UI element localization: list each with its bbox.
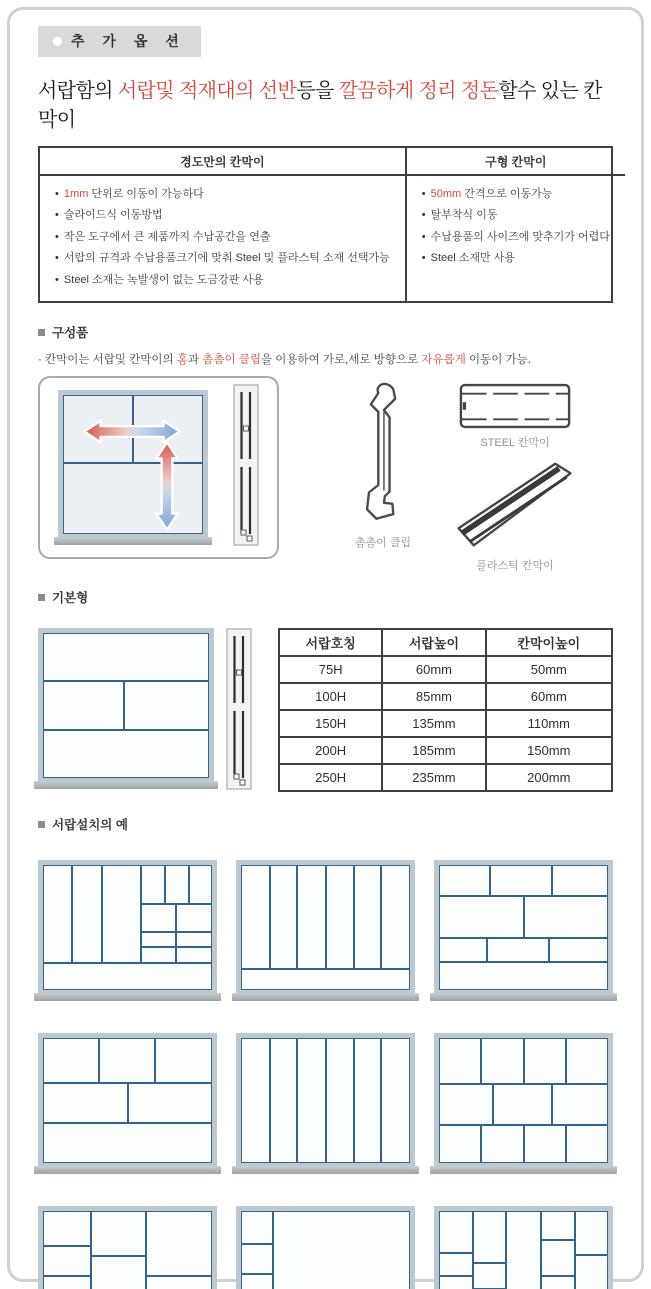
drawer-cell — [494, 1085, 551, 1124]
drawer-cell — [271, 866, 296, 968]
drawer-split — [142, 905, 211, 932]
clip-illustration-icon — [339, 380, 427, 530]
drawer-cell — [44, 682, 123, 729]
badge-label: 추 가 옵 션 — [71, 33, 186, 49]
plastic-edge — [462, 469, 559, 533]
basic-type-row — [38, 628, 613, 795]
size-table-cell: 60mm — [382, 656, 485, 683]
text-segment: 할수 있는 칸막이 — [38, 80, 602, 131]
drawer-split — [142, 866, 211, 962]
drawer-basic-diagram — [38, 628, 214, 789]
drawer-cell — [440, 1212, 472, 1252]
drawer-split — [44, 1039, 211, 1162]
drawer-cell — [440, 939, 486, 961]
size-table-cell: 185mm — [382, 737, 485, 764]
drawer-cell — [525, 897, 608, 937]
text-segment: Steel 소재는 녹발생이 없는 도금강판 사용 — [63, 273, 264, 286]
drawer-frame — [38, 1206, 217, 1289]
clip-figure — [339, 376, 427, 568]
drawer-cell — [64, 464, 202, 533]
drawer-cell — [525, 1126, 565, 1162]
drawer-cell — [142, 905, 176, 932]
section-heading-label: 구성품 — [52, 326, 89, 341]
drawer-cell — [482, 1039, 522, 1083]
drawer-cell — [382, 866, 409, 968]
drawer-split — [92, 1212, 146, 1289]
drawer-split — [440, 1039, 607, 1083]
drawer-cell — [355, 1039, 380, 1162]
drawer-example-diagram — [434, 1033, 613, 1174]
bullet-icon: • — [55, 273, 62, 286]
drawer-split — [440, 866, 607, 989]
drawer-cell — [242, 1245, 272, 1273]
bullet-dot-icon — [53, 37, 62, 46]
drawer-split — [440, 897, 607, 937]
drawer-cell — [125, 682, 208, 729]
drawer-split — [44, 1212, 211, 1289]
drawer-base — [430, 1166, 617, 1174]
strip-clip-square — [244, 426, 249, 431]
drawer-split — [44, 1084, 211, 1122]
comparison-column-old — [407, 148, 625, 301]
drawer-cell — [242, 970, 409, 989]
drawer-frame — [236, 1206, 415, 1289]
steel-divider-icon — [459, 382, 571, 430]
drawer-frame — [38, 628, 214, 781]
bullet-icon: • — [55, 252, 62, 265]
drawer-split — [142, 948, 211, 962]
section-heading-label: 서랍설치의 예 — [52, 818, 128, 833]
divider-figures-column — [451, 376, 579, 573]
drawer-split — [440, 1039, 607, 1162]
drawer-cell — [553, 1085, 607, 1124]
feature-item — [55, 184, 390, 205]
text-segment: 홈 — [176, 354, 188, 367]
drawer-cell — [156, 1039, 211, 1082]
feature-list — [40, 176, 405, 301]
text-segment: 서랍의 규격과 수납용품크기에 맞춰 Steel 및 플라스틱 소재 선택가능 — [63, 252, 390, 265]
size-table-cell: 250H — [279, 764, 382, 791]
drawer-cell — [142, 948, 176, 962]
text-segment: 단위로 이동이 가능하다 — [88, 188, 204, 200]
drawer-cell — [482, 1126, 522, 1162]
text-segment: 1mm — [63, 188, 89, 200]
drawer-cell — [73, 866, 100, 962]
steel-label: STEEL 칸막이 — [480, 437, 550, 450]
bullet-icon: • — [55, 188, 62, 200]
drawer-cell — [44, 866, 71, 962]
drawer-frame — [434, 860, 613, 993]
size-table-header: 서랍높이 — [382, 629, 485, 656]
movement-arrow-vertical-icon — [153, 440, 181, 532]
drawer-cell — [44, 1247, 90, 1275]
drawer-movement-diagram — [58, 390, 208, 545]
drawer-cell — [242, 1039, 269, 1162]
strip-body — [227, 629, 251, 789]
comparison-column-new — [40, 148, 407, 301]
text-segment: 서랍및 적재대의 선반 — [117, 80, 297, 102]
size-table-header-row — [279, 629, 612, 656]
drawer-cell — [440, 1085, 492, 1124]
drawer-split — [440, 1126, 607, 1162]
drawer-cell — [298, 1039, 325, 1162]
drawer-example-diagram — [236, 860, 415, 1001]
drawer-cell — [100, 1039, 154, 1082]
bullet-icon: • — [55, 209, 62, 222]
plastic-divider-icon — [451, 458, 579, 553]
drawer-base — [232, 993, 419, 1001]
text-segment: 을 이용하여 가로,세로 방향으로 — [260, 354, 422, 367]
section-heading-examples — [38, 815, 613, 833]
drawer-split — [147, 1212, 211, 1289]
drawer-frame — [236, 860, 415, 993]
drawer-cell — [440, 1039, 480, 1083]
text-segment: 자유롭게 — [421, 354, 466, 367]
drawer-split — [440, 1212, 472, 1289]
square-bullet-icon — [38, 329, 45, 336]
strip-body — [234, 385, 258, 545]
size-table-cell: 135mm — [382, 710, 485, 737]
size-table-cell: 150mm — [486, 737, 612, 764]
drawer-split — [242, 1212, 409, 1289]
drawer-cell — [44, 964, 211, 989]
strip-clip-square — [247, 536, 252, 541]
size-table-cell: 235mm — [382, 764, 485, 791]
feature-item — [55, 227, 390, 248]
drawer-split — [44, 682, 208, 729]
drawer-cell — [177, 933, 211, 946]
steel-notch — [463, 402, 466, 410]
drawer-cell — [474, 1212, 505, 1262]
drawer-example-diagram — [236, 1033, 415, 1174]
plastic-edge — [470, 477, 567, 541]
drawer-cell — [166, 866, 188, 903]
size-table-row — [279, 683, 612, 710]
bullet-icon: • — [55, 230, 62, 243]
drawer-split — [440, 939, 607, 961]
drawer-cell — [44, 731, 208, 777]
plastic-divider-figure — [451, 458, 579, 573]
strip-clip-square — [241, 530, 246, 535]
drawer-cell — [525, 1039, 565, 1083]
size-table-cell: 85mm — [382, 683, 485, 710]
drawer-split — [44, 866, 211, 962]
drawer-cell — [44, 1212, 90, 1245]
drawer-cell — [92, 1212, 146, 1255]
components-figure-row — [38, 376, 613, 573]
drawer-cell — [491, 866, 551, 895]
strip-clip-square — [237, 670, 242, 675]
strip-clip-square — [240, 780, 245, 785]
size-table — [278, 628, 613, 792]
plastic-label: 플라스틱 칸막이 — [476, 560, 554, 573]
clip-outline — [367, 384, 395, 519]
drawer-frame — [236, 1033, 415, 1166]
size-table-cell: 200H — [279, 737, 382, 764]
text-segment: 작은 도구에서 큰 제품까지 수납공간을 연출 — [63, 230, 271, 243]
drawer-cell — [44, 634, 208, 680]
text-segment: 과 — [187, 354, 203, 367]
size-table-cell: 150H — [279, 710, 382, 737]
divider-side-view — [226, 628, 252, 795]
text-segment: Steel 소재만 사용 — [430, 252, 515, 265]
drawer-split — [142, 905, 211, 962]
drawer-split — [142, 933, 211, 946]
size-table-cell: 100H — [279, 683, 382, 710]
drawer-split — [44, 1212, 90, 1289]
text-segment: 깔끔하게 정리 정돈 — [338, 80, 499, 102]
bullet-icon: • — [421, 252, 429, 265]
drawer-cell — [440, 1254, 472, 1275]
drawer-cell — [44, 1084, 127, 1122]
size-table-cell: 60mm — [486, 683, 612, 710]
text-segment: · 칸막이는 서랍및 칸막이의 — [38, 354, 177, 367]
bullet-icon: • — [421, 209, 429, 222]
divider-side-view — [233, 384, 259, 551]
text-segment: 간격으로 이동가능 — [461, 188, 553, 200]
drawer-frame — [38, 1033, 217, 1166]
comparison-header: 경도만의 칸막이 — [40, 148, 405, 176]
feature-item — [422, 227, 610, 248]
size-table-row — [279, 710, 612, 737]
drawer-cell — [382, 1039, 409, 1162]
drawer-split — [242, 866, 409, 968]
drawer-cell — [44, 1124, 211, 1162]
drawer-example-diagram — [434, 860, 613, 1001]
drawer-cell — [147, 1212, 211, 1275]
drawer-cell — [488, 939, 548, 961]
drawer-split — [242, 1212, 272, 1289]
drawer-split — [274, 1212, 409, 1289]
drawer-cell — [271, 1039, 296, 1162]
feature-item — [422, 184, 610, 205]
drawer-cell — [147, 1277, 211, 1289]
comparison-header: 구형 칸막이 — [407, 148, 625, 176]
plastic-body — [459, 464, 571, 546]
drawer-cell — [567, 1039, 607, 1083]
drawer-cell — [576, 1212, 607, 1254]
installation-examples-grid — [38, 860, 613, 1289]
drawer-cell — [440, 897, 523, 937]
drawer-base — [34, 781, 218, 789]
drawer-base — [34, 1166, 221, 1174]
drawer-split — [142, 866, 211, 903]
divider-side-view-icon — [233, 384, 259, 546]
feature-item — [55, 205, 390, 226]
drawer-example-diagram — [38, 1206, 217, 1289]
drawer-split — [440, 1085, 607, 1124]
arrow-shape — [156, 442, 177, 529]
drawer-cell — [44, 1277, 90, 1289]
drawer-cell — [92, 1257, 146, 1289]
drawer-split — [474, 1212, 505, 1289]
text-segment: 촘촘이 클립 — [202, 354, 261, 367]
drawer-base — [232, 1166, 419, 1174]
text-segment: 등을 — [296, 80, 339, 102]
text-segment: 50mm — [430, 188, 462, 200]
size-table-cell: 110mm — [486, 710, 612, 737]
drawer-split — [44, 634, 208, 777]
text-segment: 탈부착식 이동 — [430, 209, 498, 222]
size-table-row — [279, 764, 612, 791]
comparison-table — [38, 146, 613, 303]
drawer-base — [34, 993, 221, 1001]
size-table-row — [279, 737, 612, 764]
square-bullet-icon — [38, 821, 45, 828]
drawer-cell — [103, 866, 140, 962]
drawer-cell — [327, 1039, 354, 1162]
feature-item — [55, 248, 390, 269]
drawer-cell — [142, 933, 176, 946]
clip-label: 촘촘이 클립 — [354, 537, 412, 550]
bullet-icon: • — [421, 188, 429, 200]
drawer-cell — [242, 1275, 272, 1289]
feature-list — [407, 176, 625, 280]
drawer-cell — [507, 1212, 539, 1289]
drawer-cell — [542, 1277, 574, 1289]
size-table-cell: 75H — [279, 656, 382, 683]
text-segment: 이동이 가능. — [465, 354, 531, 367]
drawer-example-diagram — [38, 1033, 217, 1174]
feature-item — [55, 270, 390, 291]
drawer-cell — [327, 866, 354, 968]
text-segment: 서랍함의 — [38, 80, 118, 102]
drawer-cell — [550, 939, 607, 961]
divider-side-view-icon — [226, 628, 252, 790]
drawer-split — [242, 866, 409, 989]
drawer-cell — [542, 1212, 574, 1239]
drawer-split — [576, 1212, 607, 1289]
drawer-cell — [242, 866, 269, 968]
drawer-cell — [298, 866, 325, 968]
drawer-cell — [177, 948, 211, 962]
drawer-cell — [553, 866, 607, 895]
drawer-split — [440, 866, 607, 895]
drawer-cell — [242, 1212, 272, 1242]
size-table-cell: 50mm — [486, 656, 612, 683]
section-heading-basic — [38, 588, 613, 606]
drawer-cell — [440, 963, 607, 989]
drawer-cell — [576, 1256, 607, 1289]
drawer-example-diagram — [38, 860, 217, 1001]
section-heading-components — [38, 323, 613, 341]
drawer-cell — [440, 866, 489, 895]
drawer-frame — [38, 860, 217, 993]
drawer-base — [430, 993, 617, 1001]
movement-diagram-box — [38, 376, 279, 559]
square-bullet-icon — [38, 594, 45, 601]
drawer-cell — [142, 866, 164, 903]
page-title — [38, 74, 613, 132]
text-segment: 슬라이드식 이동방법 — [63, 209, 163, 222]
drawer-cell — [542, 1241, 574, 1275]
drawer-split — [64, 396, 202, 533]
drawer-cell — [355, 866, 380, 968]
drawer-split — [242, 1039, 409, 1162]
size-table-row — [279, 656, 612, 683]
drawer-cell — [474, 1264, 505, 1288]
drawer-frame — [58, 390, 208, 537]
drawer-cell — [440, 1126, 480, 1162]
drawer-base — [54, 537, 212, 545]
drawer-cell — [567, 1126, 607, 1162]
drawer-split — [440, 1212, 607, 1289]
drawer-example-diagram — [236, 1206, 415, 1289]
feature-item — [422, 205, 610, 226]
feature-item — [422, 248, 610, 269]
steel-divider-figure — [459, 382, 571, 450]
drawer-cell — [274, 1212, 409, 1289]
components-description — [38, 351, 613, 367]
bullet-icon: • — [421, 230, 429, 243]
section-heading-label: 기본형 — [52, 591, 89, 606]
size-table-cell: 200mm — [486, 764, 612, 791]
drawer-split — [542, 1212, 574, 1289]
drawer-cell — [177, 905, 211, 932]
drawer-split — [44, 866, 211, 989]
section-badge — [38, 26, 201, 57]
steel-body — [461, 385, 569, 427]
drawer-cell — [44, 1039, 98, 1082]
strip-clip-square — [234, 774, 239, 779]
drawer-cell — [440, 1277, 472, 1289]
drawer-split — [44, 1039, 211, 1082]
text-segment: 수납용품의 사이즈에 맞추기가 어렵다 — [430, 230, 610, 243]
size-table-header: 칸막이높이 — [486, 629, 612, 656]
drawer-cell — [190, 866, 212, 903]
drawer-frame — [434, 1206, 613, 1289]
drawer-frame — [434, 1033, 613, 1166]
drawer-cell — [129, 1084, 212, 1122]
size-table-header: 서랍호칭 — [279, 629, 382, 656]
drawer-example-diagram — [434, 1206, 613, 1289]
